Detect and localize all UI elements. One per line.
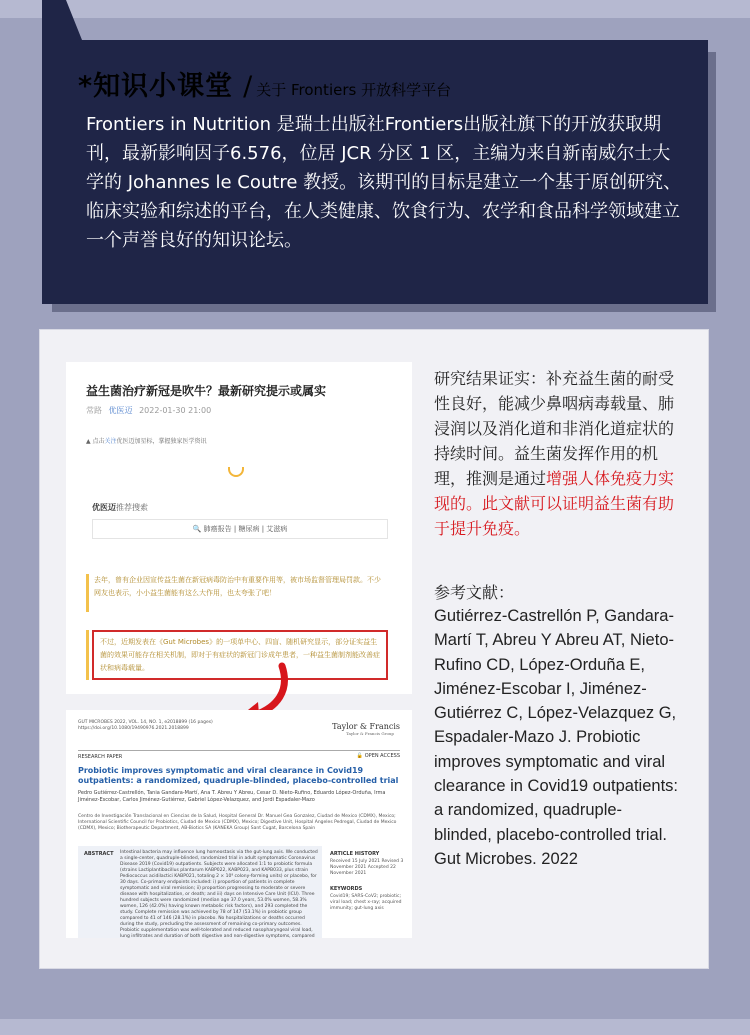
article-title: 益生菌治疗新冠是吹牛？最新研究提示或属实: [86, 384, 327, 398]
publisher-logo: [332, 722, 400, 736]
history-text: Received 15 July 2021 Revised 3 November 2021 Accepted 22 November 2021: [330, 859, 404, 876]
references-heading: 参考文献：: [434, 583, 515, 602]
article-source: 优医迈: [108, 406, 133, 415]
paper-journal-info: GUT MICROBES 2022, VOL. 14, NO. 1, e2018899 (16 pages) https://doi.org/10.1080/19490976.2021.2018899: [78, 720, 213, 731]
header-title-main: *知识小课堂: [78, 71, 234, 102]
paper-screenshot: [66, 710, 412, 938]
follow-link: 关注: [104, 438, 117, 445]
quote-bar: [86, 574, 89, 612]
header-title-separator: /: [243, 71, 253, 102]
abstract-text: Intestinal bacteria may influence lung homeostasis via the gut-lung axis. We conducted a single-center, quadruple-blinded, randomized trial in adult symptomatic Coronavirus Disease 2019 (Covid19) outpatients. Subjects were allocated 1:1 to probiotic formula (strains Lactiplantibacillus plantarum KABP022, KABP023, and KAPB033, plus strain Pediococcus acidilactici KABP021, totaling 2 × 10⁹ colony-forming units) or placebo, for 30 days. Co-primary endpoints included: i) proportion of patients in complete symptomatic and viral remission; ii) proportion progressing to moderate or severe disease with hospitalization, or death; and iii) days on Intensive Care Unit (ICU). Three hundred subjects were randomized (median age 37.0 years, 53.0% women, 58.3% women, 126 (42.0%) having known metabolic risk factors), and 293 completed the study. Complete remission was achieved by 78 of 147 (53.1%) in probiotic group compared to 41 of 146 (28.1%) in placebo. No hospitalizations or deaths occurred during the study, precluding the assessment of remaining co-primary outcomes. Probiotic supplementation was well-tolerated and reduced nasopharyngeal viral load, lung infiltrates and duration of both digestive and non-digestive symptoms, compared: [120, 850, 318, 938]
open-access-badge: 🔓 OPEN ACCESS: [356, 753, 400, 759]
publisher-subname: Taylor & Francis Group: [346, 731, 394, 736]
article-search-box: 🔍 肺癌报告 | 糖尿病 | 艾滋病: [92, 519, 388, 539]
article-paragraph-1: 去年，曾有企业因宣传益生菌在新冠病毒防治中有重要作用等，被市场监督管理局罚款。不少网友也表示，小小益生菌能有这么大作用，也太夸张了吧！: [94, 576, 381, 597]
article-date: 2022-01-30 21:00: [139, 406, 212, 415]
recommend-label: 推荐搜索: [116, 503, 148, 512]
smile-icon: [228, 467, 244, 477]
article-meta: [86, 405, 211, 416]
divider: [78, 750, 400, 751]
paper-title: Probiotic improves symptomatic and viral clearance in Covid19 outpatients: a randomized, quadruple-blinded, placebo-controlled trial: [78, 766, 399, 785]
header-subtitle: 关于 Frontiers 开放科学平台: [256, 81, 452, 99]
follow-prefix: ▲ 点击: [86, 438, 105, 445]
header-body: Frontiers in Nutrition 是瑞士出版社Frontiers出版社旗下的开放获取期刊，最新影响因子6.576，位居 JCR 分区 1 区，主编为来自新南威尔士大学的 Johannes le Coutre 教授。该期刊的目标是建立一个基于原创研究、临床实验和综述的平台，在人类健康、饮食行为、农学和食品科学领域建立一个声誉良好的知识论坛。: [86, 114, 682, 251]
findings-text: [434, 366, 678, 541]
history-heading: ARTICLE HISTORY: [330, 851, 380, 857]
keywords-heading: KEYWORDS: [330, 886, 363, 892]
paper-affiliations: Centro de Investigación Translacional en Ciencias de la Salud, Hospital General Dr. Manuel Gea Gonzalez, Ciudad de Mexico (CDMX), Mexico; International Scientific Council for Probiotics, Ciudad de Mexico (CDMX), Mexico; Digestive Unit, Hospital Angeles Pedregal, Ciudad de Mexico (CDMX), Mexico; Biotherapeutic Department, AB-Biotics SA (KANEKA Group) Sant Cugat, Barcelona Spain: [78, 814, 397, 831]
references-citation: Gutiérrez-Castrellón P, Gandara-Martí T, Abreu Y Abreu AT, Nieto-Rufino CD, López-Orduña E, Jiménez-Escobar I, Jiménez-Gutiérrez C, López-Velazquez G, Espadaler-Mazo J. Probiotic improves symptomatic and viral clearance in Covid19 outpatients: a randomized, quadruple-blinded, placebo-controlled trial. Gut Microbes. 2022: [434, 607, 678, 868]
findings-highlight: 增强人体免疫力实现的。此文献可以证明益生菌有助于提升免疫。: [434, 469, 675, 538]
recommend-brand: 优医迈: [92, 503, 116, 512]
abstract-heading: ABSTRACT: [84, 851, 114, 857]
article-paragraph-2-highlighted: 不过，近期发表在《Gut Microbes》的一项单中心、四盲、随机研究显示，部分证实益生菌的效果可能存在相关机制，即对于有症状的新冠门诊成年患者，一种益生菌制剂能改善症状和病毒载量。: [92, 630, 388, 680]
article-follow-line: [86, 436, 207, 445]
findings-plain: 研究结果证实：补充益生菌的耐受性良好，能减少鼻咽病毒载量、肺浸润以及消化道和非消化道症状的持续时间。益生菌发挥作用的机理，推测是通过: [434, 369, 675, 488]
header-title: [78, 64, 451, 103]
bottom-stripe: [0, 1019, 750, 1035]
keywords-text: Covid19; SARS-CoV2; probiotic; viral load; chest x-ray; acquired immunity; gut-lung axis: [330, 894, 402, 911]
publisher-name: Taylor & Francis: [332, 722, 400, 731]
quote-bar: [86, 630, 89, 680]
top-stripe: [0, 0, 750, 18]
article-recommend: [92, 502, 148, 513]
paper-authors: Pedro Gutiérrez-Castrellón, Tania Gandara-Martí, Ana T. Abreu Y Abreu, Cesar D. Nieto-Rufino, Eduardo López-Orduña, Irma Jiménez-Escobar, Carlos Jiménez-Gutiérrez, Gabriel López-Velazquez, and Jordi Espadaler-Mazo: [78, 790, 386, 803]
article-screenshot: [66, 362, 412, 694]
follow-suffix: 优医迈加星标，掌握独家医学资讯: [116, 438, 207, 445]
paper-section: RESEARCH PAPER: [78, 754, 123, 760]
article-author: 常路: [86, 406, 102, 415]
